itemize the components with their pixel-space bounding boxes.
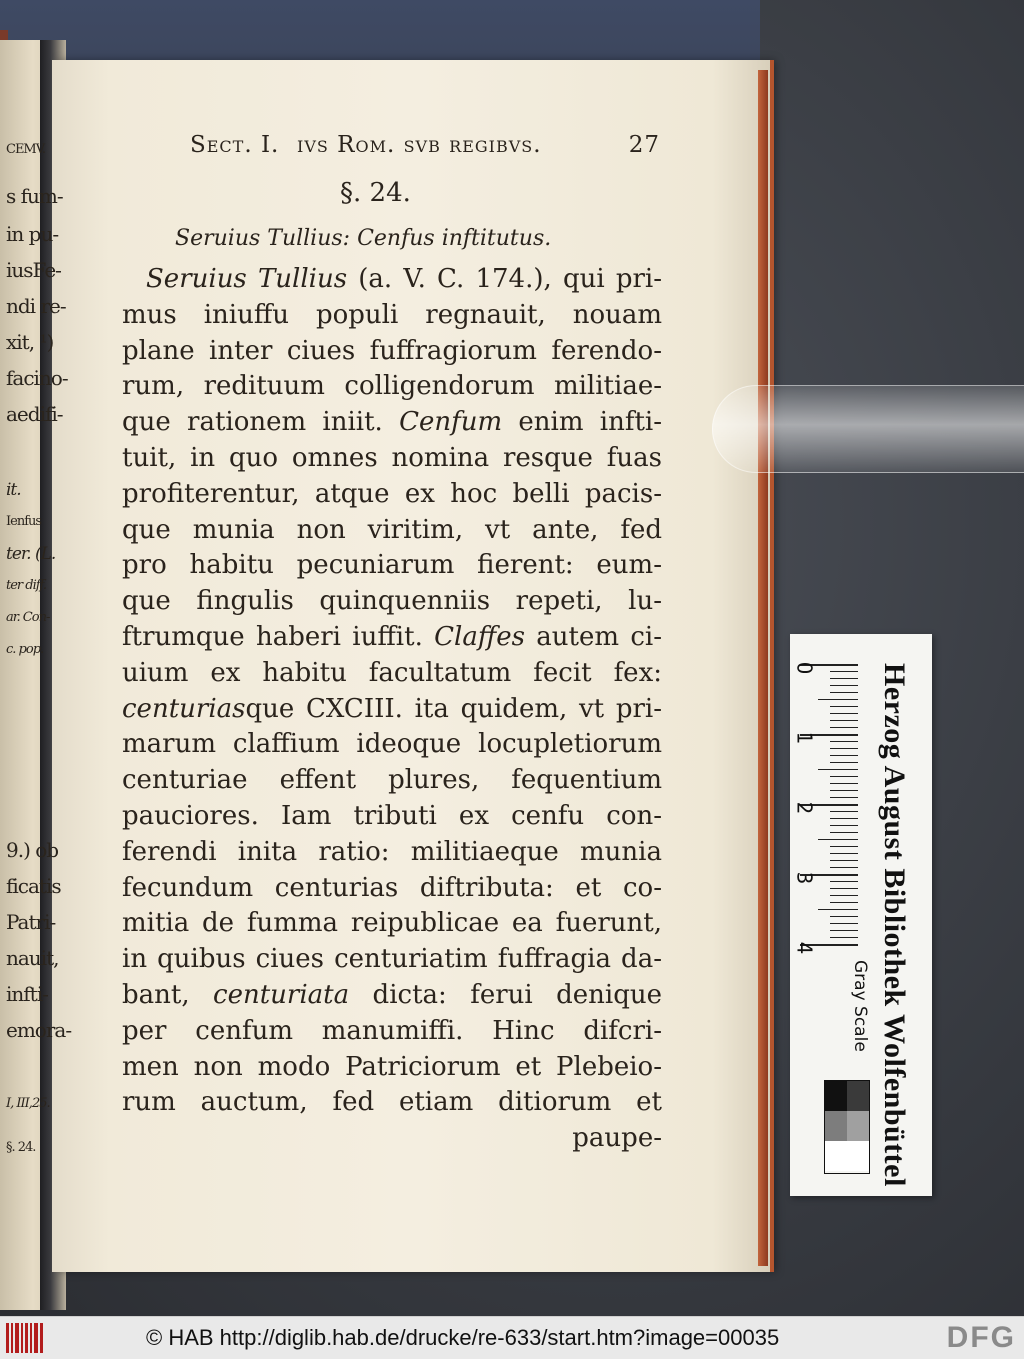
ruler-tick <box>830 790 858 791</box>
body-line-segment: Seruius Tullius <box>146 264 348 294</box>
body-line-segment: que CXCIII. ita quidem, vt pri- <box>245 693 662 724</box>
body-line-segment: marum claffium ideoque locupletiorum <box>122 729 662 760</box>
left-page-line: 9.) ob <box>6 838 59 862</box>
body-line-text <box>122 1085 662 1121</box>
gray-patch <box>825 1081 869 1111</box>
body-line-text <box>122 405 662 441</box>
body-line-text <box>122 584 662 620</box>
body-line-segment: ferendi inita ratio: militiaeque munia <box>122 836 662 867</box>
ruler-tick <box>830 755 858 756</box>
ruler-tick <box>830 776 858 777</box>
body-line-segment: in quibus ciues centuriatim fuffragia da- <box>122 944 662 975</box>
body-line-segment: (a. V. C. 174.), qui pri- <box>347 264 662 294</box>
ruler-tick <box>830 888 858 889</box>
ruler-tick <box>830 692 858 693</box>
ruler-tick <box>830 902 858 903</box>
ruler-tick <box>818 839 858 840</box>
body-line-segment: plane inter ciues fuffragiorum ferendo- <box>122 335 662 366</box>
ruler <box>792 654 858 994</box>
body-line-segment: per cenfum manumiffi. Hinc difcri- <box>122 1015 662 1046</box>
body-line <box>122 334 662 370</box>
ruler-number: 0 <box>792 661 817 675</box>
body-line-segment: enim infti- <box>502 407 663 438</box>
body-line <box>122 763 662 799</box>
body-line-segment: paupe- <box>572 1123 662 1154</box>
body-line-segment: Cenfum <box>399 407 503 438</box>
ruler-tick <box>830 832 858 833</box>
body-line <box>122 1085 662 1121</box>
left-page-line: infti- <box>6 982 48 1006</box>
running-head <box>190 132 660 166</box>
ruler-tick <box>830 685 858 686</box>
left-page-line: aedifi- <box>6 402 63 426</box>
body-line-text <box>146 262 662 298</box>
institution-label <box>864 646 924 1186</box>
body-line-text <box>122 871 662 907</box>
running-head-title: ivs Rom. svb regibvs. <box>297 132 542 158</box>
ruler-tick <box>830 923 858 924</box>
body-line-text <box>122 441 662 477</box>
ruler-tick <box>830 741 858 742</box>
left-page-line: ter. (L. <box>6 544 56 564</box>
ruler-tick <box>830 867 858 868</box>
barcode-bar <box>25 1323 28 1353</box>
body-line <box>122 584 662 620</box>
body-line <box>122 620 662 656</box>
left-page-line: emora- <box>6 1018 72 1042</box>
gray-patch <box>825 1141 869 1171</box>
ruler-tick <box>830 818 858 819</box>
left-page-line: I, III,25. <box>6 1096 50 1111</box>
body-line-segment: centuriata <box>213 979 350 1010</box>
body-line <box>122 871 662 907</box>
body-line-segment: que fingulis quinquenniis repeti, lu- <box>122 586 662 617</box>
ruler-tick <box>830 846 858 847</box>
ruler-number: 3 <box>792 871 817 885</box>
body-line-segment: mus iniuffu populi regnauit, nouam <box>122 299 662 330</box>
left-page-line: §. 24. <box>6 1140 36 1155</box>
institution-name: Herzog August Bibliothek Wolfenbüttel <box>878 663 911 1187</box>
left-page-line: ar. Con- <box>6 610 50 625</box>
left-page-line: ter diff. <box>6 578 47 593</box>
body-line-text <box>122 799 662 835</box>
footer-bar <box>0 1316 1024 1359</box>
body-line-segment: bant, <box>122 979 214 1010</box>
copyright-link[interactable]: © HAB http://diglib.hab.de/drucke/re-633/start.htm?image=00035 <box>146 1325 780 1350</box>
gray-patch <box>825 1111 869 1141</box>
body-line-segment: rum, redituum colligendorum militiae- <box>122 371 662 402</box>
ruler-tick <box>830 895 858 896</box>
body-line-text <box>122 513 662 549</box>
left-page-line: ficatis <box>6 874 61 898</box>
body-line-segment: fecundum centurias diftributa: et co- <box>122 872 662 903</box>
body-line-segment: uium ex habitu facultatum fecit fex: <box>122 657 662 688</box>
ruler-tick <box>830 853 858 854</box>
body-line <box>122 835 662 871</box>
ruler-tick <box>830 930 858 931</box>
ruler-tick <box>830 881 858 882</box>
body-line <box>122 298 662 334</box>
barcode-bar <box>6 1323 9 1353</box>
body-line-segment: que munia non viritim, vt ante, fed <box>122 514 662 545</box>
body-line-text <box>572 1121 662 1157</box>
body-line-segment: men non modo Patriciorum et Plebeio- <box>122 1051 662 1082</box>
body-line-segment: mitia de fumma reipublicae ea fuerunt, <box>122 908 662 939</box>
body-line-segment: tuit, in quo omnes nomina resque fuas <box>122 442 662 473</box>
body-line-text <box>122 298 662 334</box>
body-line <box>122 441 662 477</box>
body-line <box>122 1014 662 1050</box>
ruler-tick <box>830 916 858 917</box>
barcode-bar <box>21 1323 23 1353</box>
body-line-segment: profiterentur, atque ex hoc belli pacis- <box>122 478 662 509</box>
body-line-segment: centuriae effent plures, fequentium <box>122 765 662 796</box>
body-text <box>122 262 662 1157</box>
body-line-text <box>122 334 662 370</box>
body-line <box>122 799 662 835</box>
ruler-tick <box>830 797 858 798</box>
barcode-icon <box>6 1323 44 1353</box>
barcode-bar <box>34 1323 38 1353</box>
ruler-tick <box>830 713 858 714</box>
ruler-number: 2 <box>792 801 817 815</box>
body-line-text <box>122 548 662 584</box>
body-line-segment: rum auctum, fed etiam ditiorum et <box>122 1087 662 1118</box>
body-line-text <box>122 1014 662 1050</box>
body-line-segment: Claffes <box>434 621 525 652</box>
body-line-segment: centurias <box>122 693 246 724</box>
body-line <box>122 656 662 692</box>
body-line-text <box>122 369 662 405</box>
ruler-tick <box>830 825 858 826</box>
body-line-text <box>122 692 662 728</box>
body-line <box>122 513 662 549</box>
ruler-tick <box>830 706 858 707</box>
body-line-segment: que rationem iniit. <box>122 407 400 438</box>
body-line <box>122 1121 662 1157</box>
ruler-tick <box>818 769 858 770</box>
body-line-text <box>122 656 662 692</box>
color-scale-card <box>790 634 932 1196</box>
body-line-text <box>122 1050 662 1086</box>
ruler-tick <box>818 909 858 910</box>
body-line-text <box>122 477 662 513</box>
body-line <box>122 262 662 298</box>
page-edge <box>758 70 768 1266</box>
ruler-tick <box>830 678 858 679</box>
section-title: Seruius Tullius: Cenfus inftitutus. <box>175 226 552 251</box>
body-line-text <box>122 942 662 978</box>
ruler-tick <box>830 720 858 721</box>
left-page-line: xit, ¹) <box>6 330 54 354</box>
left-page-line: it. <box>6 480 21 500</box>
dfg-logo: DFG <box>946 1321 1016 1354</box>
body-line-text <box>122 906 662 942</box>
left-page-line: CEMV. <box>6 142 45 157</box>
left-page-line: s fum- <box>6 184 63 208</box>
body-line-segment: autem ci- <box>525 621 662 652</box>
left-page-line: iusFe- <box>6 258 61 282</box>
ruler-tick <box>830 762 858 763</box>
section-number: §. 24. <box>340 178 411 208</box>
plastic-page-clip <box>712 385 1024 473</box>
page-number: 27 <box>628 132 660 158</box>
body-line-text <box>122 978 662 1014</box>
body-line <box>122 942 662 978</box>
left-page-line: Ienfus <box>6 514 42 529</box>
barcode-bar <box>11 1323 13 1353</box>
barcode-bar <box>15 1323 19 1353</box>
gray-scale-patches <box>824 1080 870 1174</box>
left-page-line: Patri- <box>6 910 56 934</box>
ruler-tick <box>830 811 858 812</box>
body-line <box>122 906 662 942</box>
body-line-segment: dicta: ferui denique <box>349 979 662 1010</box>
ruler-tick <box>830 937 858 938</box>
body-line-segment: pauciores. Iam tributi ex cenfu con- <box>122 800 662 831</box>
ruler-tick <box>830 860 858 861</box>
body-line-text <box>122 835 662 871</box>
body-line <box>122 548 662 584</box>
ruler-number: 1 <box>792 731 817 745</box>
left-page-line: in pu- <box>6 222 59 246</box>
body-line <box>122 692 662 728</box>
body-line <box>122 727 662 763</box>
body-line-segment: ftrumque haberi iuffit. <box>122 621 435 652</box>
body-line-text <box>122 763 662 799</box>
left-page-line: ndi re- <box>6 294 66 318</box>
running-head-section: Sect. I. <box>190 132 280 158</box>
body-line-text <box>122 727 662 763</box>
body-line-text <box>122 620 662 656</box>
ruler-tick <box>830 727 858 728</box>
barcode-bar <box>30 1323 32 1353</box>
ruler-tick <box>830 783 858 784</box>
body-line <box>122 369 662 405</box>
ruler-number: 4 <box>792 941 817 955</box>
left-page-line: nauit, <box>6 946 59 970</box>
body-line <box>122 477 662 513</box>
barcode-bar <box>40 1323 43 1353</box>
ruler-tick <box>818 699 858 700</box>
left-page-line: facino- <box>6 366 68 390</box>
left-page-line: c. pop. <box>6 642 44 657</box>
ruler-tick <box>830 748 858 749</box>
gray-scale-label: Gray Scale <box>850 960 870 1052</box>
ruler-tick <box>830 671 858 672</box>
body-line <box>122 1050 662 1086</box>
body-line-segment: pro habitu pecuniarum fierent: eum- <box>122 550 662 581</box>
body-line <box>122 978 662 1014</box>
body-line <box>122 405 662 441</box>
